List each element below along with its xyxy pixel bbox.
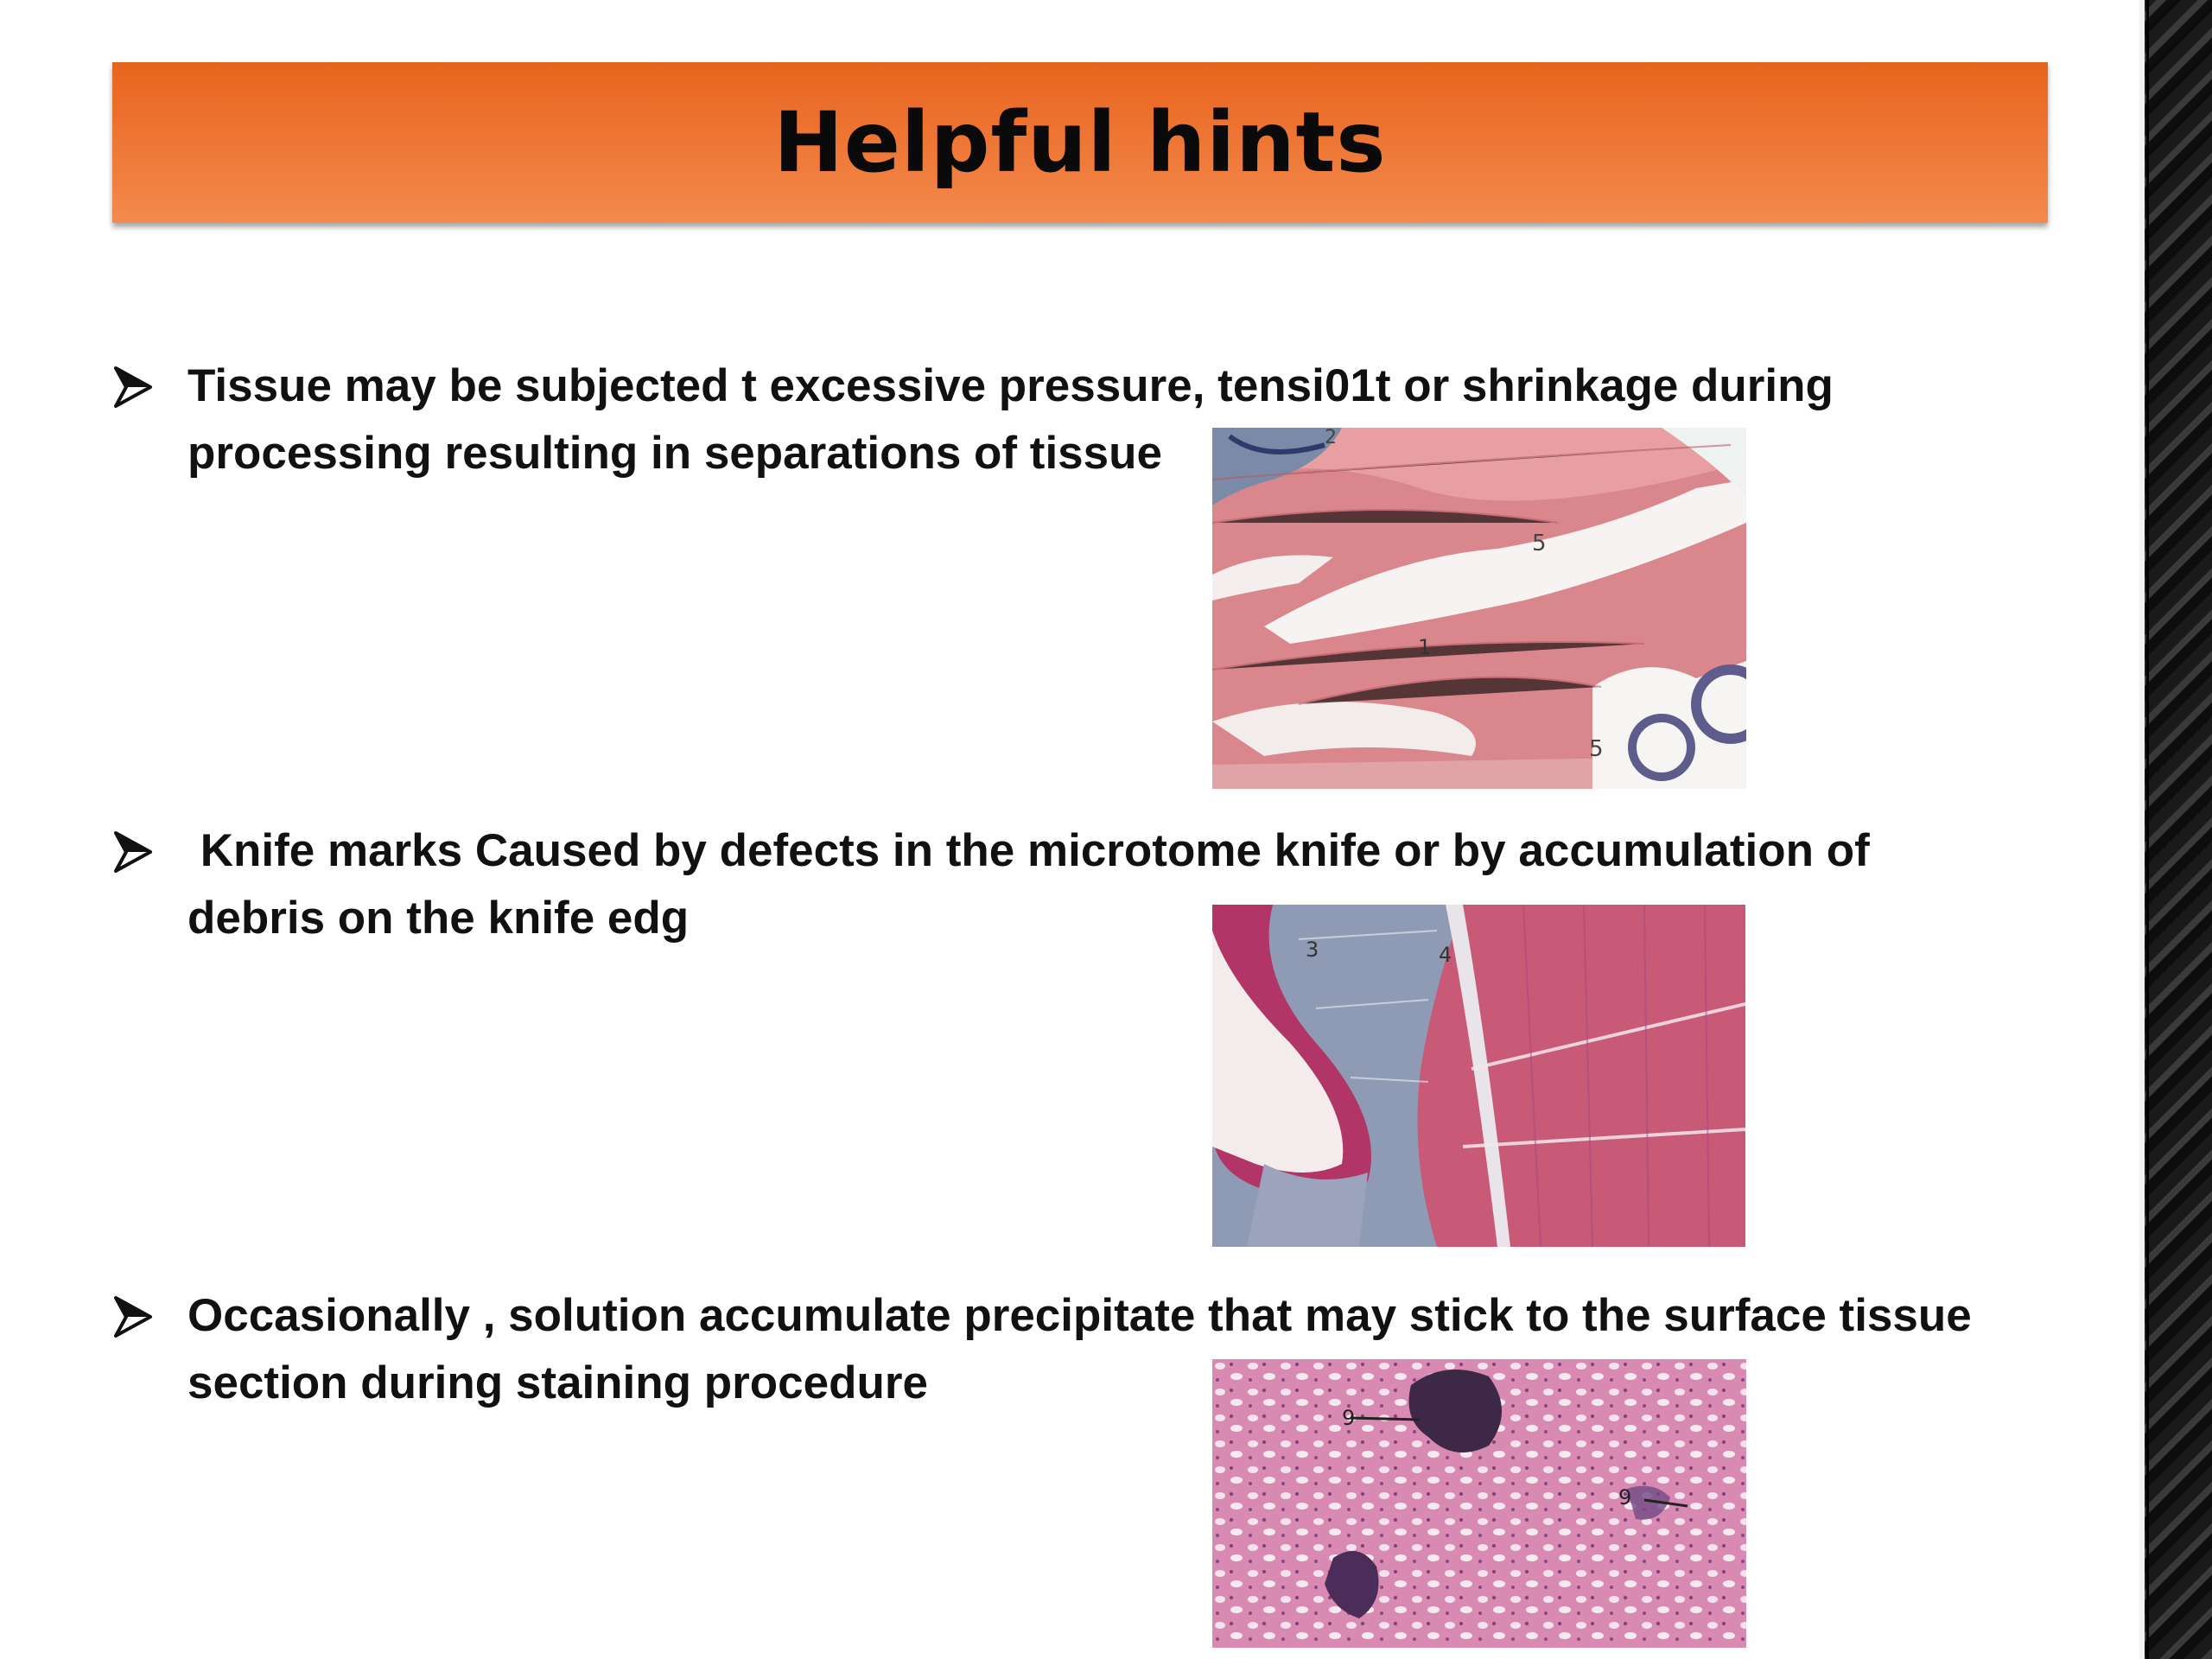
tissue-separation-micrograph bbox=[1212, 428, 1746, 789]
bullet-text: Knife marks Caused by defects in the microtome knife or by accumulation of debris on the knife edg bbox=[188, 825, 1883, 944]
arrowhead-bullet-icon bbox=[112, 363, 156, 411]
image-label: 5 bbox=[1589, 736, 1604, 762]
image-label: 2 bbox=[1325, 428, 1337, 448]
slide-title: Helpful hints bbox=[773, 94, 1387, 191]
background-pattern-strip bbox=[2139, 0, 2212, 1659]
arrowhead-bullet-icon bbox=[112, 828, 156, 876]
image-label: 1 bbox=[1418, 635, 1432, 659]
title-banner bbox=[112, 62, 2048, 223]
knife-marks-micrograph bbox=[1212, 905, 1745, 1247]
image-label: 3 bbox=[1306, 938, 1319, 962]
image-label: 9 bbox=[1618, 1485, 1632, 1510]
image-label: 4 bbox=[1439, 943, 1452, 967]
precipitate-micrograph bbox=[1212, 1359, 1746, 1648]
image-label: 5 bbox=[1532, 531, 1547, 556]
bullet-text: Occasionally , solution accumulate precipitate that may stick to the surface tissue section during staining procedure bbox=[188, 1290, 1985, 1408]
image-label: 9 bbox=[1342, 1406, 1356, 1430]
arrowhead-bullet-icon bbox=[112, 1293, 156, 1341]
bullet-text: Tissue may be subjected t excessive pressure, tensi01t or shrinkage during processing resulting in separations of tissue bbox=[188, 360, 1847, 479]
